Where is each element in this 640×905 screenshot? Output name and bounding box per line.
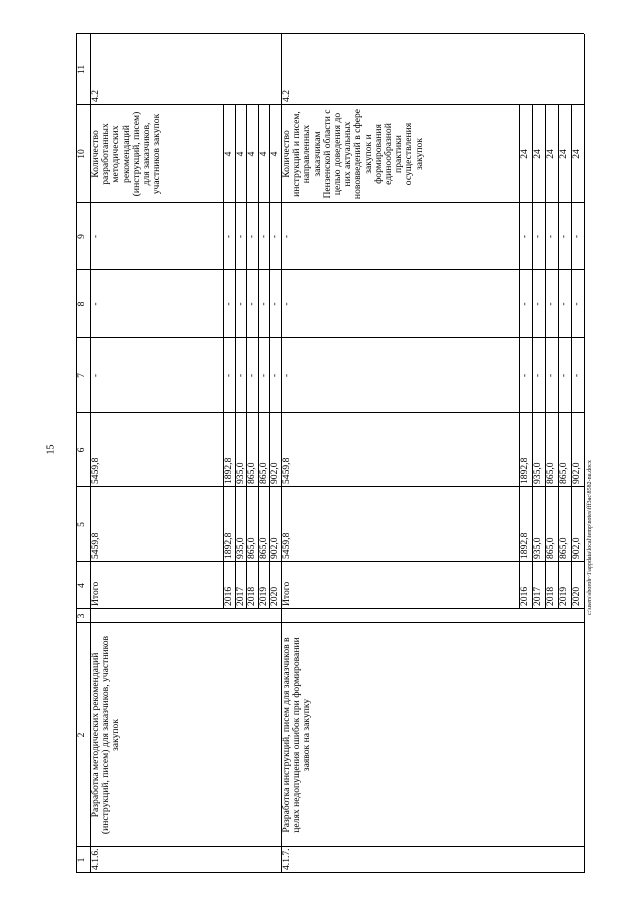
year-col5: 902,0	[269, 537, 281, 559]
row-name: Разработка инструкций, писем для заказчиков в целях недопущения ошибок при формировании заявок на закупку	[281, 637, 313, 833]
year-col9: -	[257, 234, 269, 239]
year-col7: -	[532, 373, 543, 378]
year-col5: 865,0	[558, 537, 569, 559]
total-col8: -	[281, 302, 292, 306]
year-cell: 2017	[234, 586, 246, 606]
year-col5: 902,0	[571, 537, 582, 559]
header-cell-1: 1	[76, 857, 87, 863]
year-col8: -	[558, 302, 569, 306]
year-col6: 902,0	[269, 462, 281, 484]
year-cell: 2019	[257, 586, 269, 606]
year-col7: -	[545, 373, 556, 378]
year-col10: 4	[257, 151, 269, 157]
year-col10: 4	[223, 151, 234, 157]
total-col7: -	[90, 373, 101, 378]
total-label: Итого	[90, 581, 101, 606]
year-cell: 2018	[545, 586, 556, 606]
year-col6: 935,0	[234, 462, 246, 484]
year-col6: 935,0	[532, 462, 543, 484]
year-col7: -	[519, 373, 530, 378]
year-col6: 865,0	[257, 462, 269, 484]
row-name: Разработка методических рекомендаций (инструкций, писем) для заказчиков, участников закупок	[90, 635, 122, 835]
page-number: 15	[45, 444, 57, 455]
year-col7: -	[257, 373, 269, 378]
year-col10: 24	[532, 149, 543, 159]
header-cell-3: 3	[76, 613, 87, 619]
year-cell: 2016	[223, 586, 234, 606]
year-col7: -	[571, 373, 582, 378]
year-col5: 865,0	[257, 537, 269, 559]
year-col9: -	[246, 234, 258, 239]
year-col5: 865,0	[545, 537, 556, 559]
row-col11: 4.2	[90, 90, 101, 102]
header-cell-2: 2	[76, 732, 87, 738]
year-col8: -	[223, 302, 234, 306]
header-cell-7: 7	[76, 373, 87, 378]
year-col10: 4	[269, 151, 281, 157]
year-col10: 24	[571, 149, 582, 159]
total-col6: 5459,8	[90, 457, 101, 484]
year-col6: 865,0	[558, 462, 569, 484]
header-cell-6: 6	[76, 447, 87, 453]
total-label: Итого	[281, 581, 292, 606]
footer-path: c:\users\sboroh~1\appdata\local\temp\notes\fff3ac\8582-nu.docx	[587, 460, 593, 615]
year-col7: -	[269, 373, 281, 378]
rotated-table-body	[76, 34, 584, 873]
total-col5: 5459,8	[90, 532, 101, 559]
year-col8: -	[269, 302, 281, 306]
year-col6: 865,0	[246, 462, 258, 484]
indicator-text: Количество инструкций и писем, направленных заказчикам Пензенской области с целью доведения до них актуальных нововведений в сфере закупок и формирования единообразной практики осуществления закупок	[281, 108, 425, 200]
header-cell-9: 9	[76, 234, 87, 239]
year-col8: -	[246, 302, 258, 306]
year-col10: 4	[234, 151, 246, 157]
year-cell: 2020	[571, 586, 582, 606]
year-col8: -	[519, 302, 530, 306]
indicator-text: Количество разработанных методических рекомендаций (инструкций, писем) для заказчиков, участников закупок	[90, 111, 163, 197]
year-col9: -	[234, 234, 246, 239]
year-col5: 865,0	[246, 537, 258, 559]
year-cell: 2019	[558, 586, 569, 606]
row-code: 4.1.6.	[90, 848, 101, 870]
year-col8: -	[532, 302, 543, 306]
year-col9: -	[223, 234, 234, 239]
year-col10: 24	[558, 149, 569, 159]
header-cell-4: 4	[76, 583, 87, 588]
total-col5: 5459,8	[281, 532, 292, 559]
year-col5: 1892,8	[519, 532, 530, 559]
year-col7: -	[234, 373, 246, 378]
row-code: 4.1.7.	[281, 848, 292, 870]
header-cell-10: 10	[76, 149, 87, 159]
year-cell: 2020	[269, 586, 281, 606]
year-col9: -	[558, 234, 569, 239]
year-col8: -	[545, 302, 556, 306]
year-cell: 2016	[519, 586, 530, 606]
program-table	[76, 34, 584, 873]
year-col8: -	[234, 302, 246, 306]
year-cell: 2017	[532, 586, 543, 606]
row-col11: 4.2	[281, 90, 292, 102]
year-col6: 902,0	[571, 462, 582, 484]
year-col6: 1892,8	[519, 457, 530, 484]
total-col7: -	[281, 373, 292, 378]
header-cell-5: 5	[76, 522, 87, 527]
year-col5: 935,0	[234, 537, 246, 559]
year-col10: 4	[246, 151, 258, 157]
year-col5: 1892,8	[223, 532, 234, 559]
year-col6: 1892,8	[223, 457, 234, 484]
year-col9: -	[532, 234, 543, 239]
total-col9: -	[90, 234, 101, 239]
year-col10: 24	[545, 149, 556, 159]
header-cell-8: 8	[76, 301, 87, 307]
year-col7: -	[223, 373, 234, 378]
year-cell: 2018	[246, 586, 258, 606]
header-cell-11: 11	[76, 64, 87, 75]
year-col10: 24	[519, 149, 530, 159]
year-col8: -	[257, 302, 269, 306]
year-col9: -	[545, 234, 556, 239]
year-col9: -	[269, 234, 281, 239]
year-col8: -	[571, 302, 582, 306]
year-col5: 935,0	[532, 537, 543, 559]
year-col9: -	[519, 234, 530, 239]
total-col9: -	[281, 234, 292, 239]
grid-line	[584, 34, 585, 873]
total-col6: 5459,8	[281, 457, 292, 484]
total-col8: -	[90, 302, 101, 306]
year-col9: -	[571, 234, 582, 239]
year-col6: 865,0	[545, 462, 556, 484]
year-col7: -	[246, 373, 258, 378]
year-col7: -	[558, 373, 569, 378]
